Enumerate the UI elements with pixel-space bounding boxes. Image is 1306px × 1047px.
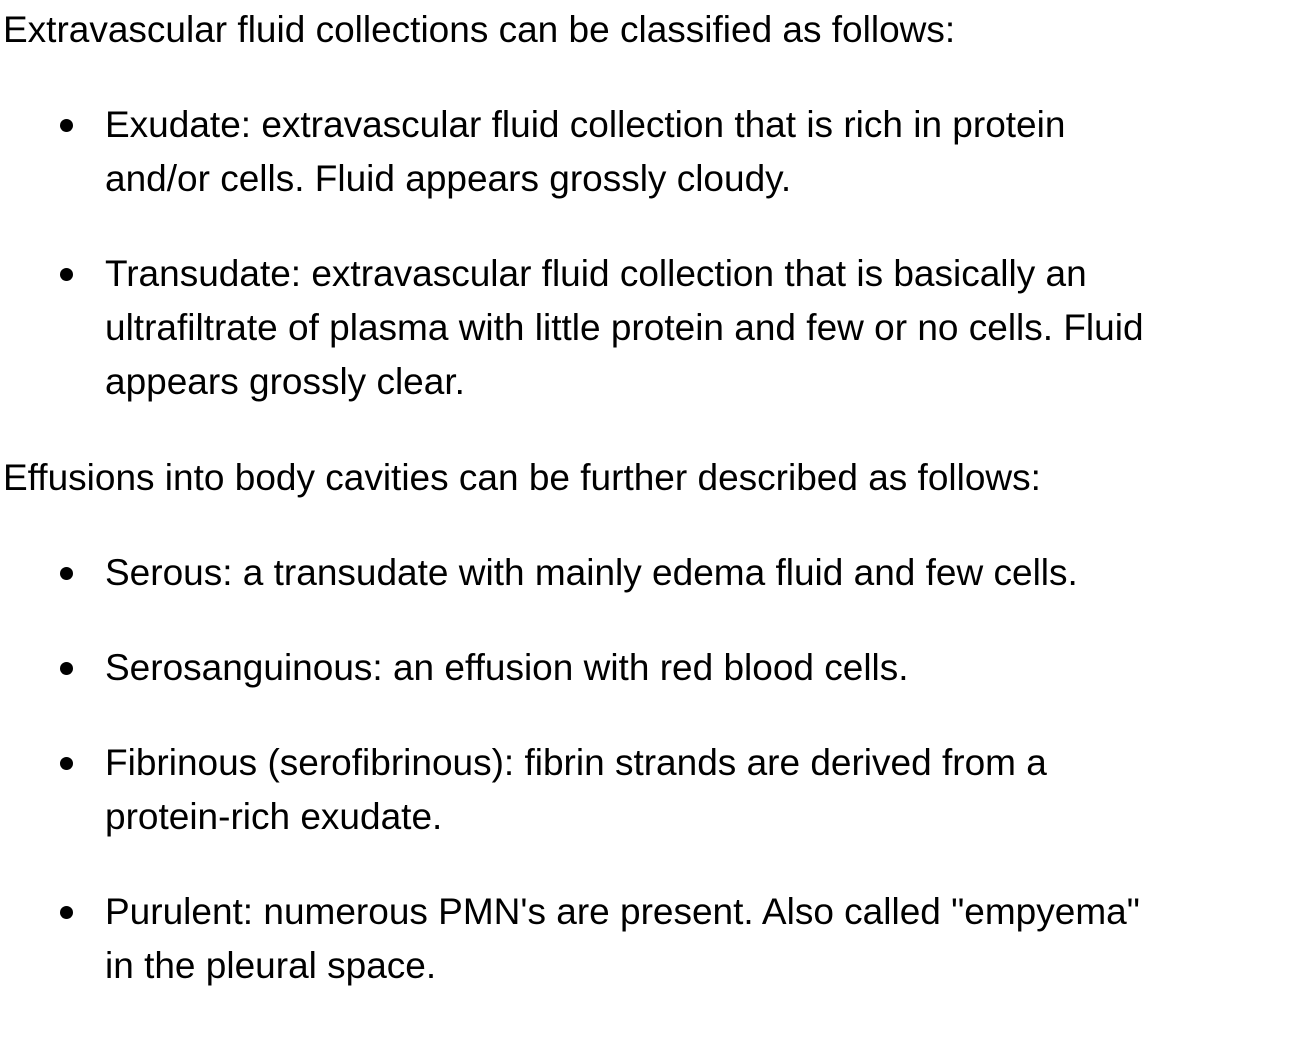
classification-list (0, 98, 1290, 450)
effusion-list (0, 546, 1290, 1034)
list-item-text: Purulent: numerous PMN's are present. Also called "empyema" in the pleural space. (105, 891, 1140, 986)
bullet-icon (60, 757, 73, 770)
section-intro-classification: Extravascular fluid collections can be classified as follows: (3, 9, 956, 50)
section-intro-effusions: Effusions into body cavities can be further described as follows: (3, 457, 1041, 498)
list-item-transudate (0, 247, 1290, 409)
bullet-icon (60, 567, 73, 580)
list-item-exudate (0, 98, 1290, 206)
bullet-icon (60, 119, 73, 132)
list-item-fibrinous (0, 736, 1290, 844)
list-item-text: Exudate: extravascular fluid collection that is rich in protein and/or cells. Fluid appears grossly cloudy. (105, 104, 1066, 199)
list-item-text: Serosanguinous: an effusion with red blood cells. (105, 647, 909, 688)
list-item-text: Fibrinous (serofibrinous): fibrin strands are derived from a protein-rich exudate. (105, 742, 1047, 837)
bullet-icon (60, 662, 73, 675)
bullet-icon (60, 268, 73, 281)
bullet-icon (60, 906, 73, 919)
list-item-serosanguinous (0, 641, 1290, 695)
list-item-text: Serous: a transudate with mainly edema fluid and few cells. (105, 552, 1078, 593)
list-item-purulent (0, 885, 1290, 993)
list-item-serous (0, 546, 1290, 600)
list-item-text: Transudate: extravascular fluid collection that is basically an ultrafiltrate of plasma with little protein and few or no cells. Fluid appears grossly clear. (105, 253, 1144, 402)
